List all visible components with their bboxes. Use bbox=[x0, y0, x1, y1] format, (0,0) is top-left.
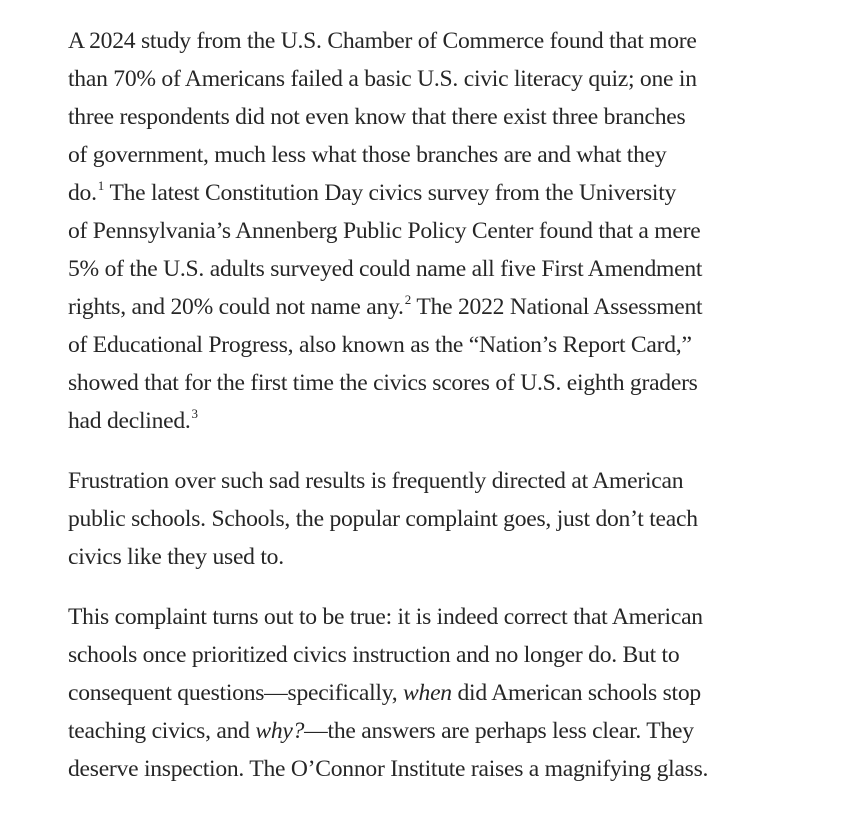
paragraph-civic-literacy-stats bbox=[68, 22, 808, 440]
text-line bbox=[68, 174, 808, 212]
text-line bbox=[68, 712, 808, 750]
text-line bbox=[68, 288, 808, 326]
text-segment: did American schools stop bbox=[451, 680, 701, 706]
paragraph-public-schools-complaint bbox=[68, 462, 808, 576]
text-segment: The 2022 National Assessment bbox=[411, 294, 703, 320]
text-line: schools once prioritized civics instruction and no longer do. But to bbox=[68, 642, 680, 668]
text-line: deserve inspection. The O’Connor Institute raises a magnifying glass. bbox=[68, 756, 709, 782]
footnote-marker-3[interactable]: 3 bbox=[191, 406, 199, 422]
text-line: of government, much less what those branches are and what they bbox=[68, 142, 667, 168]
text-segment: had declined. bbox=[68, 408, 191, 434]
text-line bbox=[68, 674, 808, 712]
text-line: of Pennsylvania’s Annenberg Public Policy Center found that a mere bbox=[68, 218, 701, 244]
text-line bbox=[68, 402, 808, 440]
text-line: of Educational Progress, also known as the “Nation’s Report Card,” bbox=[68, 332, 692, 358]
emphasis-when: when bbox=[403, 680, 452, 706]
footnote-marker-2[interactable]: 2 bbox=[404, 292, 412, 308]
text-line: A 2024 study from the U.S. Chamber of Commerce found that more bbox=[68, 28, 697, 54]
text-line: public schools. Schools, the popular complaint goes, just don’t teach bbox=[68, 506, 698, 532]
emphasis-why: why? bbox=[255, 718, 305, 744]
text-line: showed that for the first time the civics scores of U.S. eighth graders bbox=[68, 370, 698, 396]
text-segment: do. bbox=[68, 180, 97, 206]
text-segment: consequent questions—specifically, bbox=[68, 680, 404, 706]
text-line: This complaint turns out to be true: it is indeed correct that American bbox=[68, 604, 703, 630]
footnote-marker-1[interactable]: 1 bbox=[97, 178, 105, 194]
text-line: civics like they used to. bbox=[68, 544, 284, 570]
paragraph-inspection bbox=[68, 598, 808, 788]
text-segment: rights, and 20% could not name any. bbox=[68, 294, 404, 320]
text-segment: The latest Constitution Day civics survey from the University bbox=[104, 180, 677, 206]
text-line: Frustration over such sad results is frequently directed at American bbox=[68, 468, 684, 494]
text-segment: teaching civics, and bbox=[68, 718, 256, 744]
text-line: three respondents did not even know that there exist three branches bbox=[68, 104, 686, 130]
text-line: than 70% of Americans failed a basic U.S. civic literacy quiz; one in bbox=[68, 66, 697, 92]
text-line: 5% of the U.S. adults surveyed could name all five First Amendment bbox=[68, 256, 703, 282]
article-body bbox=[68, 22, 808, 810]
text-segment: —the answers are perhaps less clear. They bbox=[304, 718, 694, 744]
